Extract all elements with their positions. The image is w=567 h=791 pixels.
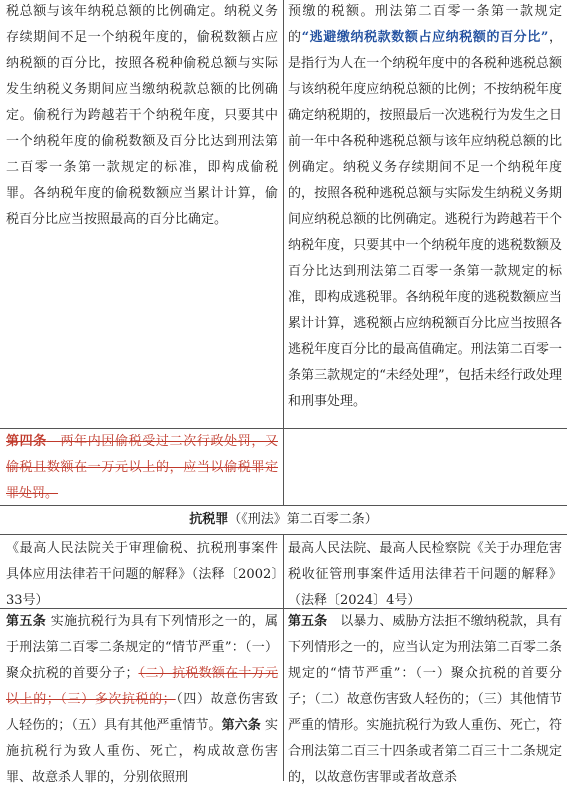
crime-name: 抗税罪 xyxy=(189,512,229,527)
paragraph: 《最高人民法院关于审理偷税、抗税刑事案件具体应用法律若干问题的解释》（法释〔2002〕33号） xyxy=(6,541,278,608)
article-label: 第六条 xyxy=(221,718,261,733)
new-article-5 xyxy=(288,609,562,791)
text-run: 两年内因偷税受过二次行政处罚，又偷税且数额在一万元以上的，应当以偷税罪定罪处罚。 xyxy=(6,434,278,501)
law-reference: （《刑法》第二百零二条） xyxy=(228,512,378,527)
old-article-5-6 xyxy=(6,609,278,791)
article-label: 第五条 xyxy=(288,614,328,629)
highlighted-term: “逃避缴纳税款数额占应纳税额的百分比” xyxy=(301,30,549,45)
source-old xyxy=(6,536,278,614)
text-run: ，是指行为人在一个纳税年度中的各税种逃税总额与该纳税年度应纳税总额的比例；不按纳税年度确定纳税期的，按照最后一次逃税行为发生之日前一年中各税种逃税总额与该年应纳税总额的比例确定。纳税义务存续期间不足一个纳税年度的，按照各税种逃税总额与实际发生纳税义务期间应纳税总额的比例确定。逃税行为跨越若干个纳税年度，只要其中一个纳税年度的逃税数额及百分比达到刑法第二百零一条第一款规定的标准，即构成逃税罪。各纳税年度的逃税数额应当累计计算，逃税额占应纳税额百分比应当按照各逃税年度百分比的最高值确定。刑法第二百零一条第三款规定的“未经处理”，包括未经行政处理和刑事处理。 xyxy=(288,30,562,409)
article-label: 第五条 xyxy=(6,614,47,629)
section-title xyxy=(0,509,567,531)
paragraph: 最高人民法院、最高人民检察院《关于办理危害税收征管刑事案件适用法律若干问题的解释》（法释〔2024〕4号） xyxy=(288,541,562,608)
text-run: 实施抗税行为具有下列情形之一的，属于刑法第二百零二条规定的“情节严重”：（一）聚众抗税的首要分子； xyxy=(6,614,278,681)
row-divider xyxy=(0,534,567,535)
text-run: （四）故意伤害致人轻伤的；（五）具有其他严重情节。 xyxy=(6,692,278,733)
paragraph xyxy=(6,429,278,507)
text-run: 实施抗税行为致人重伤、死亡，构成故意伤害罪、故意杀人罪的，分别依照刑 xyxy=(6,718,278,785)
text-run: 以暴力、威胁方法拒不缴纳税款，具有下列情形之一的，应当认定为刑法第二百零二条规定的“情节严重”：（一）聚众抗税的首要分子；（二）故意伤害致人轻伤的；（三）其他情节严重的情形。实施抗税行为致人重伤、死亡，符合刑法第二百三十四条或者第二百三十二条规定的，以故意伤害罪或者故意杀 xyxy=(288,614,562,785)
paragraph xyxy=(6,609,278,791)
deleted-article-4 xyxy=(6,429,278,507)
paragraph xyxy=(288,609,562,791)
source-new xyxy=(288,536,562,614)
deleted-text: （二）抗税数额在十万元以上的；（三）多次抗税的； xyxy=(6,666,278,707)
paragraph: 税总额与该年纳税总额的比例确定。纳税义务存续期间不足一个纳税年度的，偷税数额占应纳税额的百分比，按照各税种偷税总额与实际发生纳税义务期间应当缴纳税款总额的比例确定。偷税行为跨越若干个纳税年度，只要其中一个纳税年度的偷税数额及百分比达到刑法第二百零一条第一款规定的标准，即构成偷税罪。各纳税年度的偷税数额应当累计计算，偷税百分比应当按照最高的百分比确定。 xyxy=(6,4,278,227)
article-label: 第四条 xyxy=(6,434,47,449)
old-interpretation-text xyxy=(6,0,278,233)
text-run: 预缴的税额。刑法第二百零一条第一款规定的 xyxy=(288,4,562,45)
paragraph xyxy=(288,0,562,415)
column-divider xyxy=(283,0,284,781)
new-interpretation-text xyxy=(288,0,562,415)
